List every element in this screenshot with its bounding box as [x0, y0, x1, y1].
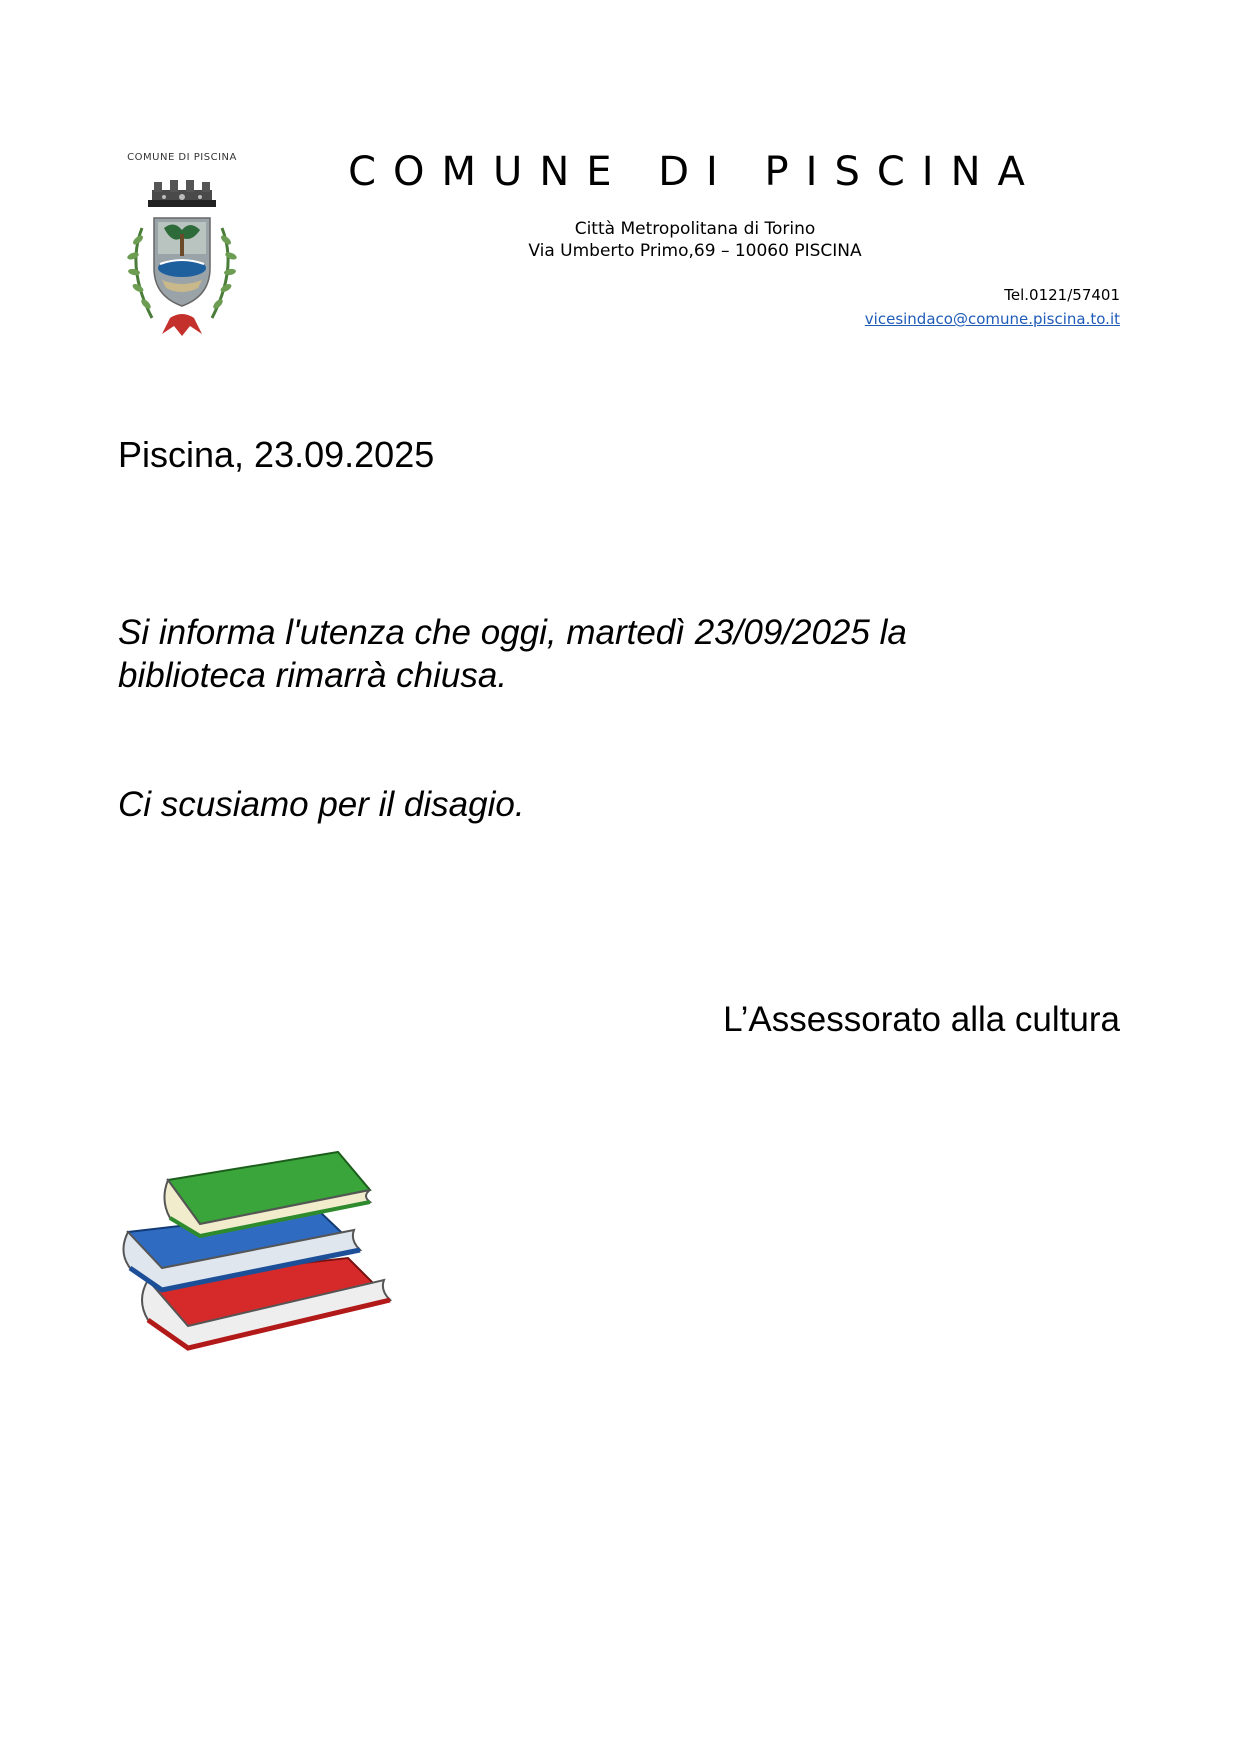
crest-emblem-icon [118, 168, 246, 338]
email-link[interactable]: vicesindaco@comune.piscina.to.it [864, 310, 1120, 328]
crown-icon [148, 180, 216, 207]
books-stack-icon [118, 1140, 398, 1360]
crest-caption: COMUNE DI PISCINA [127, 152, 237, 163]
phone: Tel.0121/57401 [1004, 286, 1120, 304]
document-date: Piscina, 23.09.2025 [118, 434, 435, 475]
notice-line-2: biblioteca rimarrà chiusa. [118, 656, 508, 695]
address: Via Umberto Primo,69 – 10060 PISCINA [528, 241, 862, 261]
signature: L’Assessorato alla cultura [723, 1000, 1120, 1039]
books-illustration [118, 1140, 398, 1365]
apology-text: Ci scusiamo per il disagio. [118, 785, 525, 824]
notice-line-1: Si informa l'utenza che oggi, martedì 23/09/2025 la [118, 613, 907, 652]
page-title: COMUNE DI PISCINA [348, 149, 1042, 195]
subtitle: Città Metropolitana di Torino [574, 219, 816, 239]
coat-of-arms [118, 150, 246, 338]
